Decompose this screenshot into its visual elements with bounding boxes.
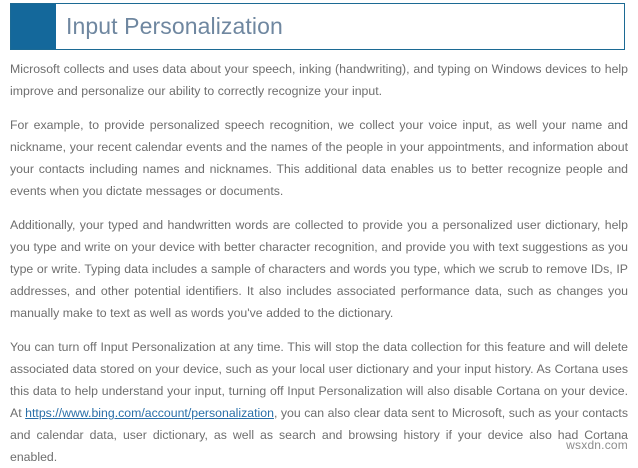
page-header-banner [10,3,625,50]
paragraph-turn-off [10,336,628,468]
document-body [10,58,628,468]
paragraph-example: For example, to provide personalized speech recognition, we collect your voice input, as well your name and nickname, your recent calendar events and the names of the people in your appointments, and information about your contacts including names and nicknames. This additional data enables us to better recognize people and events when you dictate messages or documents. [10,118,628,198]
header-accent-block [11,4,56,49]
paragraph-typing-data: Additionally, your typed and handwritten words are collected to provide you a personalized user dictionary, help you type and write on your device with better character recognition, and provide you with text suggestions as you type or write. Typing data includes a sample of characters and words you type, which we scrub to remove IDs, IP addresses, and other potential identifiers. It also includes associated performance data, such as changes you manually make to text as well as words you've added to the dictionary. [10,218,628,320]
header-title-container [56,4,624,49]
bing-personalization-link[interactable]: https://www.bing.com/account/personalization [25,406,274,420]
paragraph-intro: Microsoft collects and uses data about your speech, inking (handwriting), and typing on Windows devices to help improve and personalize our ability to correctly recognize your input. [10,62,628,98]
turn-off-text-after-link: , you can also clear data sent to Microsoft, such as your contacts and calendar data, user dictionary, as well as search and browsing history if your device also had Cortana enabled. [10,406,628,464]
site-watermark: wsxdn.com [566,438,628,452]
turn-off-text-before-link: You can turn off Input Personalization at any time. This will stop the data collection for this feature and will delete associated data stored on your device, such as your local user dictionary and your input history. As Cortana uses this data to help understand your input, turning off Input Personalization will also disable Cortana on your device. At [10,340,628,420]
page-title: Input Personalization [66,13,283,39]
